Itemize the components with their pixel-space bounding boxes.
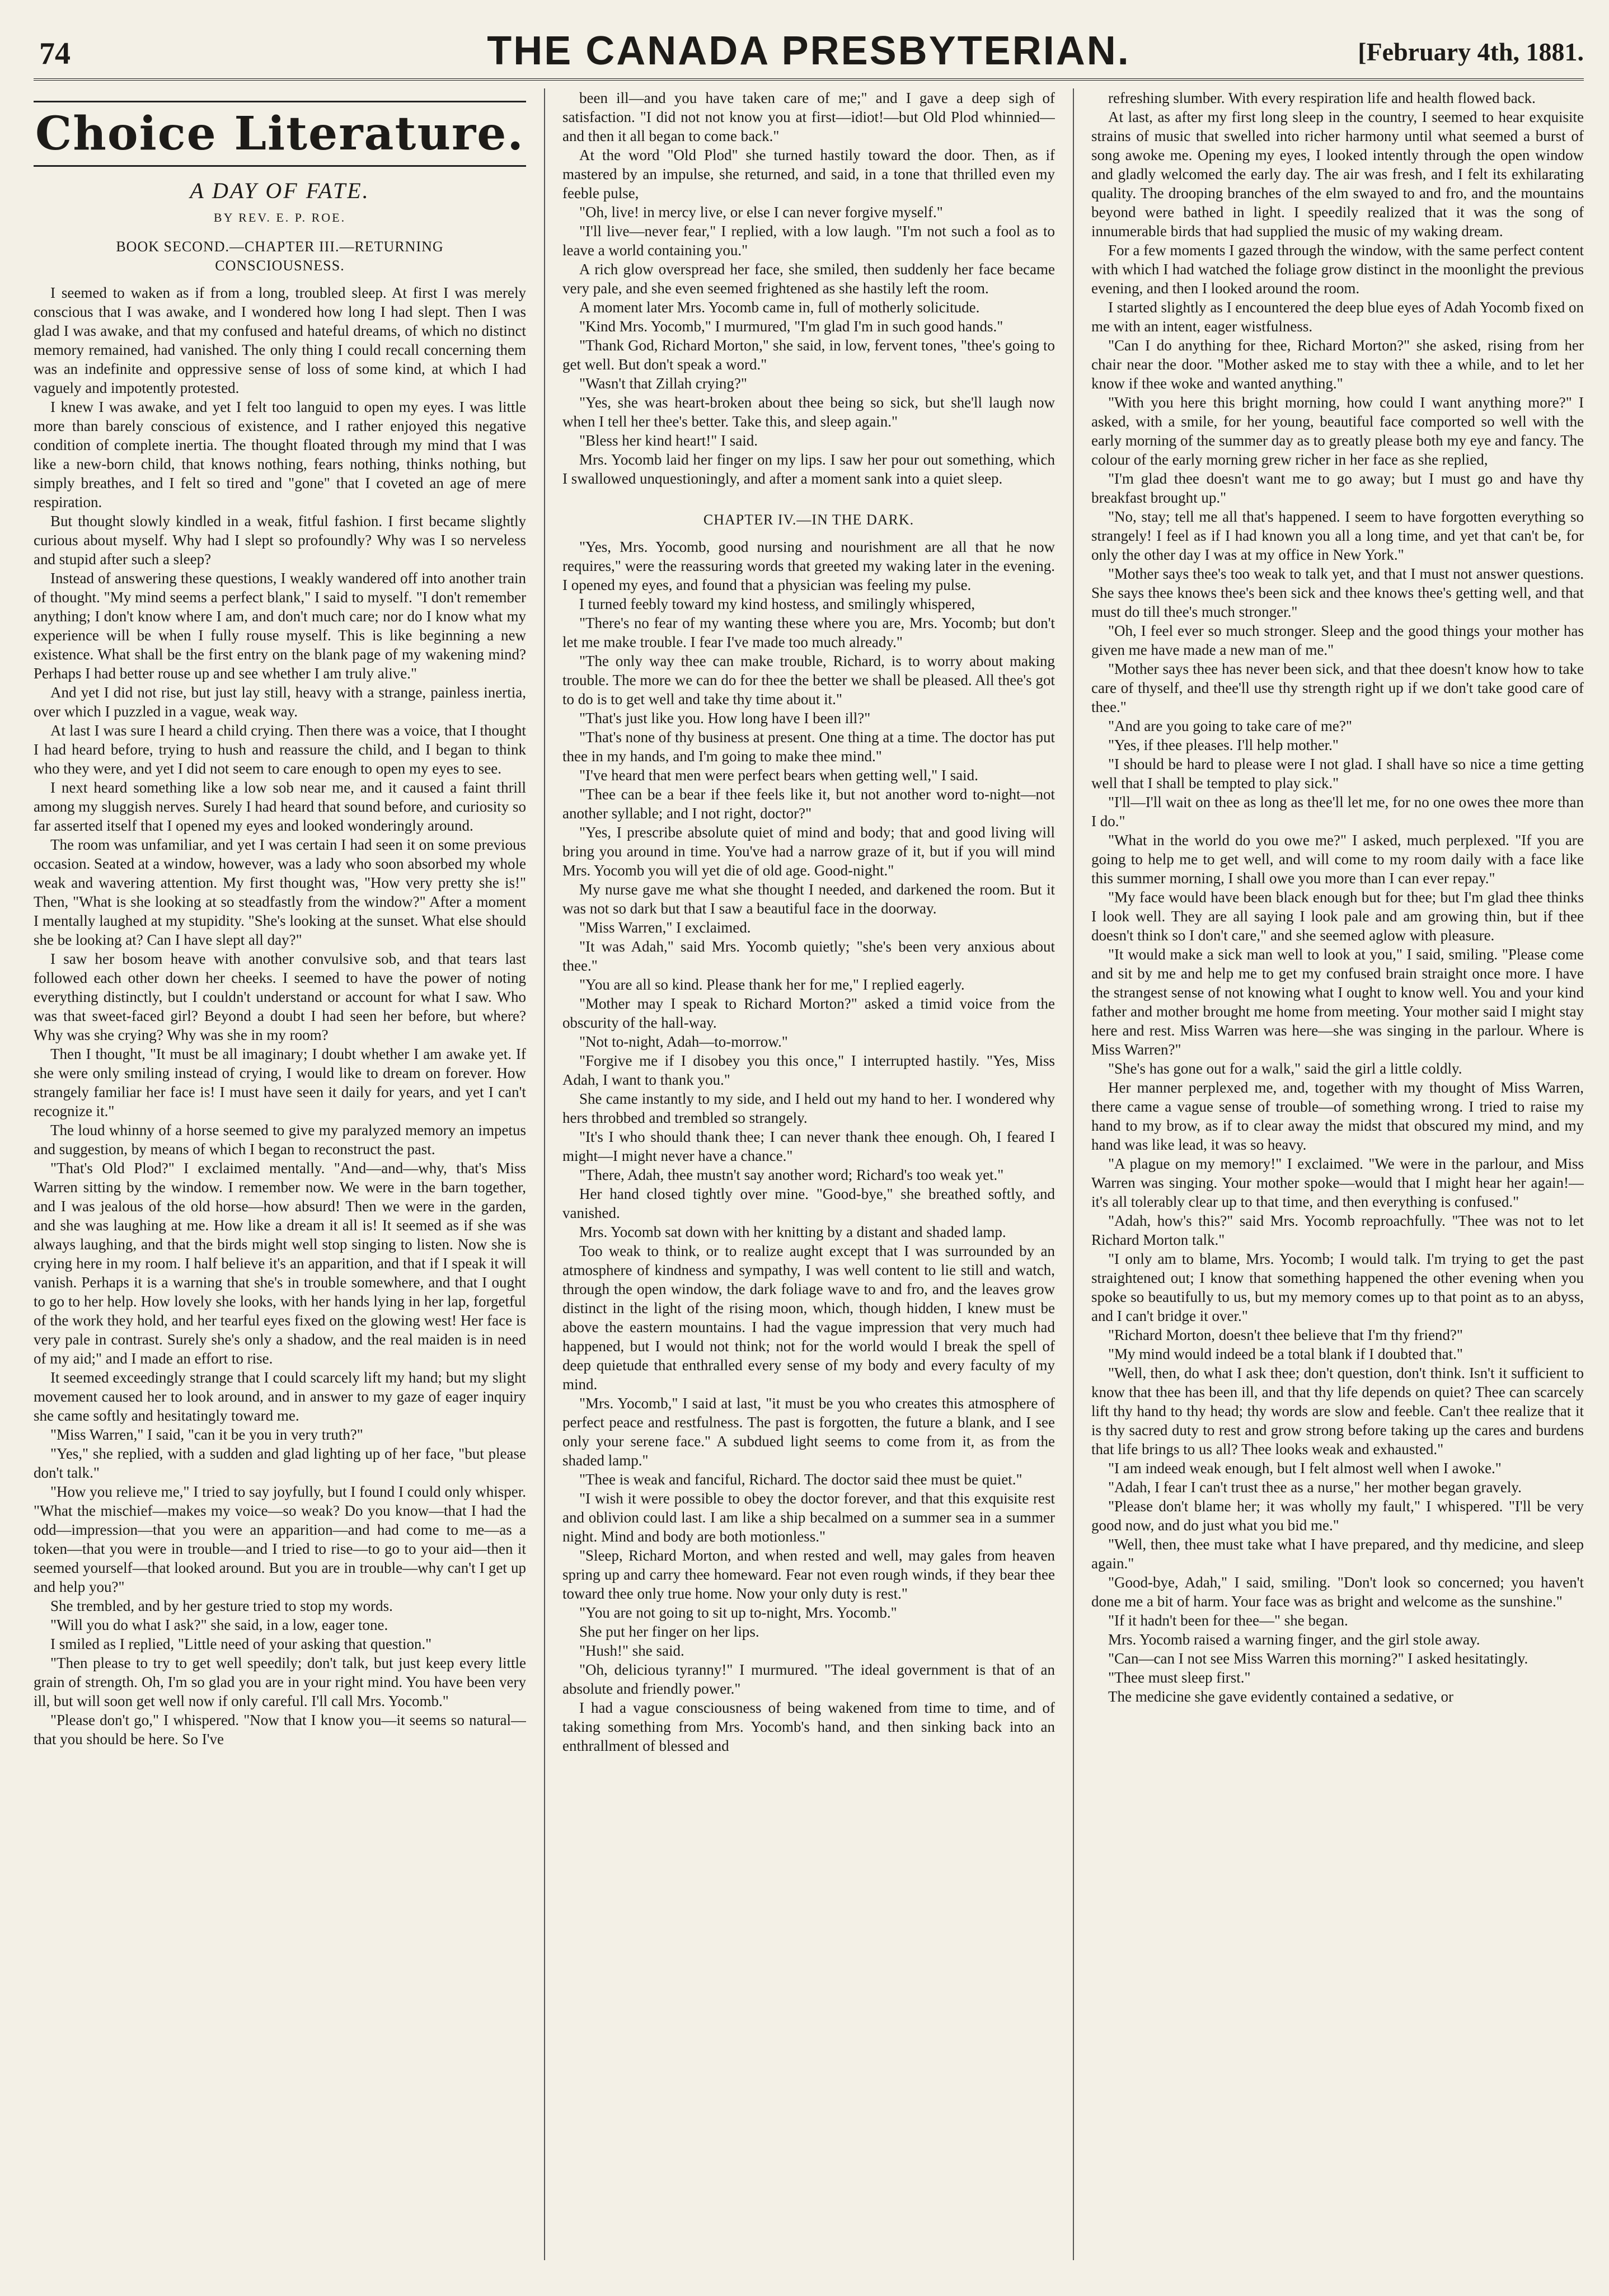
paragraph: Too weak to think, or to realize aught except that I was surrounded by an atmosphere of kindness and sympathy, I was well content to lie still and watch, through the open window, the dark foliage wave to and fro, and the leaves grow distinct in the light of the rising moon, which, though hidden, I knew must be above the eastern mountains. I had the vague impression that very much had happened, but I would not think; not for the world would I break the spell of deep quietude that enthralled every sense of my body and every faculty of my mind. bbox=[562, 1243, 1055, 1393]
newspaper-title: THE CANADA PRESBYTERIAN. bbox=[487, 29, 1130, 73]
paragraph: My nurse gave me what she thought I needed, and darkened the room. But it was not so dark but that I saw a beautiful face in the doorway. bbox=[562, 881, 1055, 917]
paragraph: "Will you do what I ask?" she said, in a low, eager tone. bbox=[50, 1616, 388, 1633]
paragraph: "Well, then, thee must take what I have prepared, and thy medicine, and sleep again." bbox=[1091, 1536, 1584, 1572]
paragraph: The room was unfamiliar, and yet I was certain I had seen it on some previous occasion. Seated at a window, however, was a lady who soon absorbed my whole weak and wavering attention. My first thought was, "How very pretty she is!" Then, "What is she looking at so steadfastly from the window?" After a moment I mentally laughed at my stupidity. "She's looking at the sunset. What else should she be looking at? Can I have slept all day?" bbox=[34, 836, 526, 948]
paragraph: A rich glow overspread her face, she smiled, then suddenly her face became very pale, and she even seemed frightened as she hastily left the room. bbox=[562, 261, 1055, 297]
column-3 bbox=[1091, 88, 1584, 2260]
paragraph: been ill—and you have taken care of me;" and I gave a deep sigh of satisfaction. "I did not not know you at first—idiot!—but Old Plod whinnied—and then it all began to come back." bbox=[562, 90, 1055, 144]
paragraph: "Can I do anything for thee, Richard Morton?" she asked, rising from her chair near the door. "Mother asked me to stay with thee a while, and to let her know if thee woke and wanted anything." bbox=[1091, 337, 1584, 392]
paragraph: At the word "Old Plod" she turned hastily toward the door. Then, as if mastered by an impulse, she returned, and said, in a tone that thrilled even my feeble pulse, bbox=[562, 147, 1055, 202]
paragraph: "I'll—I'll wait on thee as long as thee'll let me, for no one owes thee more than I do." bbox=[1091, 794, 1584, 830]
paragraph: She came instantly to my side, and I held out my hand to her. I wondered why hers throbbed and trembled so strangely. bbox=[562, 1090, 1055, 1126]
paragraph: It seemed exceedingly strange that I could scarcely lift my hand; but my slight movement caused her to look around, and in answer to my gaze of eager inquiry she came softly and hesitatingly toward me. bbox=[34, 1369, 526, 1424]
paragraph: "Adah, how's this?" said Mrs. Yocomb reproachfully. "Thee was not to let Richard Morton talk." bbox=[1091, 1212, 1584, 1248]
paragraph: She put her finger on her lips. bbox=[579, 1623, 759, 1640]
paragraph: But thought slowly kindled in a weak, fitful fashion. I first became slightly curious about myself. Why had I slept so profoundly? Why was I so nerveless and stupid after such a sleep? bbox=[34, 513, 526, 568]
paragraph: At last, as after my first long sleep in the country, I seemed to hear exquisite strains of music that swelled into richer harmony until what seemed a burst of song awoke me. Opening my eyes, I looked intently through the open window and gladly welcomed the early day. The air was fresh, and I felt its exhilarating quality. The drooping branches of the elm swayed to and fro, and the mountains beyond were bathed in light. I speedily realized that it was the song of innumerable birds that had supplied the music of my waking dream. bbox=[1091, 109, 1584, 240]
paragraph: The medicine she gave evidently contained a sedative, or bbox=[1108, 1688, 1454, 1705]
paragraph: I smiled as I replied, "Little need of your asking that question." bbox=[50, 1636, 432, 1652]
paragraph: "Yes, if thee pleases. I'll help mother." bbox=[1108, 737, 1339, 753]
column-2-body-a bbox=[562, 88, 1055, 488]
column-1 bbox=[34, 88, 526, 2260]
paragraph: "I've heard that men were perfect bears when getting well," I said. bbox=[579, 767, 978, 784]
issue-date: [February 4th, 1881. bbox=[1358, 38, 1584, 66]
paragraph: "I should be hard to please were I not glad. I shall have so nice a time getting well that I shall be tempted to play sick." bbox=[1091, 756, 1584, 791]
column-divider bbox=[1073, 88, 1074, 2260]
paragraph: "Miss Warren," I said, "can it be you in very truth?" bbox=[50, 1426, 363, 1443]
paragraph: She trembled, and by her gesture tried to stop my words. bbox=[50, 1597, 393, 1614]
paragraph: "Mother says thee has never been sick, and that thee doesn't know how to take care of thyself, and thee'll use thy strength right up if we don't take good care of thee." bbox=[1091, 660, 1584, 715]
column-2 bbox=[562, 88, 1055, 2260]
paragraph: "I'm glad thee doesn't want me to go away; but I must go and have thy breakfast brought up." bbox=[1091, 470, 1584, 506]
paragraph: "Wasn't that Zillah crying?" bbox=[579, 375, 747, 392]
paragraph: "My mind would indeed be a total blank if I doubted that." bbox=[1108, 1346, 1463, 1362]
paragraph: "No, stay; tell me all that's happened. I seem to have forgotten everything so strangely! I feel as if I had known you all a long time, and yet that can't be, for only the other day I was at my office in New York." bbox=[1091, 508, 1584, 563]
paragraph: I knew I was awake, and yet I felt too languid to open my eyes. I was little more than barely conscious of existence, and I rather enjoyed this negative condition of complete inertia. The thought floated through my mind that I was like a new-born child, that knows nothing, fears nothing, thinks nothing, but simply breathes, and I felt so tired and "gone" that I coveted an age of mere respiration. bbox=[34, 399, 526, 510]
paragraph: "Hush!" she said. bbox=[579, 1642, 684, 1659]
paragraph: I next heard something like a low sob near me, and it caused a faint thrill among my sluggish nerves. Surely I had heard that sound before, and curiosity so far asserted itself that I opened my eyes and looked wonderingly around. bbox=[34, 779, 526, 834]
paragraph: "It was Adah," said Mrs. Yocomb quietly; "she's been very anxious about thee." bbox=[562, 938, 1055, 974]
paragraph: "She's has gone out for a walk," said the girl a little coldly. bbox=[1108, 1060, 1462, 1077]
paragraph: "Yes, she was heart-broken about thee being so sick, but she'll laugh now when I tell her thee's better. Take this, and sleep again." bbox=[562, 394, 1055, 430]
page-number: 74 bbox=[39, 36, 71, 71]
paragraph: "It's I who should thank thee; I can never thank thee enough. Oh, I feared I might—I might never have a chance." bbox=[562, 1128, 1055, 1164]
chapter-heading: BOOK SECOND.—CHAPTER III.—RETURNING CONSCIOUSNESS. bbox=[116, 238, 444, 274]
paragraph: "There, Adah, thee mustn't say another word; Richard's too weak yet." bbox=[579, 1166, 1004, 1183]
paragraph: "I am indeed weak enough, but I felt almost well when I awoke." bbox=[1108, 1460, 1502, 1477]
paragraph: "Please don't go," I whispered. "Now that I know you—it seems so natural—that you should be here. So I've bbox=[34, 1712, 526, 1747]
paragraph: "That's Old Plod?" I exclaimed mentally. "And—and—why, that's Miss Warren sitting by the window. I remember now. We were in the barn together, and I was jealous of the old horse—how absurd! Then we were in the garden, and she was laughing at me. How like a dream it all is! It seemed as if she was always laughing, and that the birds might well stop singing to listen. Now she is crying here in my room. I half believe it's an apparition, and that if I speak it will vanish. Perhaps it is a warning that she's in trouble somewhere, and that I ought to go to her help. How lovely she looks, with her hands lying in her lap, forgetful of the work they hold, and her tearful eyes fixed on the glowing west! Her face is very pale in contrast. Surely she's only a shadow, and the real maiden is in need of my aid;" and I made an effort to rise. bbox=[34, 1160, 526, 1367]
section-heading: Choice Literature. bbox=[34, 101, 526, 167]
paragraph: "Adah, I fear I can't trust thee as a nurse," her mother began gravely. bbox=[1108, 1479, 1522, 1496]
paragraph: "Thee is weak and fanciful, Richard. The doctor said thee must be quiet." bbox=[579, 1471, 1022, 1488]
paragraph: "Oh, live! in mercy live, or else I can never forgive myself." bbox=[579, 204, 943, 221]
column-2-body-b bbox=[562, 537, 1055, 1755]
paragraph: "Mrs. Yocomb," I said at last, "it must be you who creates this atmosphere of perfect peace and restfulness. The past is forgotten, the future a blank, and I see only your serene face." A subdued light seems to come from it, as from the shaded lamp." bbox=[562, 1395, 1055, 1469]
paragraph: "Well, then, do what I ask thee; don't question, don't think. Isn't it sufficient to know that thee has been ill, and that thy life depends on quiet? Thee can scarcely lift thy hand to thy head; thy words are slow and feeble. Can't thee realize that it is thy sacred duty to rest and grow strong before taking up the cares and burdens that life brings to us all? Thee looks weak and exhausted." bbox=[1091, 1365, 1584, 1458]
paragraph: "Bless her kind heart!" I said. bbox=[579, 432, 758, 449]
paragraph: "Yes, I prescribe absolute quiet of mind and body; that and good living will bring you around in time. You've had a narrow graze of it, but if you will mind Mrs. Yocomb you will yet die of old age. Good-night." bbox=[562, 824, 1055, 879]
paragraph: "You are all so kind. Please thank her for me," I replied eagerly. bbox=[579, 976, 965, 993]
paragraph: "That's just like you. How long have I been ill?" bbox=[579, 710, 871, 727]
paragraph: "Yes, Mrs. Yocomb, good nursing and nourishment are all that he now requires," were the reassuring words that greeted my waking later in the evening. I opened my eyes, and found that a physician was feeling my pulse. bbox=[562, 538, 1055, 593]
paragraph: "What in the world do you owe me?" I asked, much perplexed. "If you are going to help me to get well, and will come to my room daily with a face like this summer morning, I shall owe you more than I can ever repay." bbox=[1091, 832, 1584, 887]
paragraph: "A plague on my memory!" I exclaimed. "We were in the parlour, and Miss Warren was singing. Your mother spoke—would that I might hear her again!—it's all tolerably clear up to that time, and then everything is confused." bbox=[1091, 1155, 1584, 1210]
story-title: A DAY OF FATE. bbox=[190, 178, 370, 203]
paragraph: "There's no fear of my wanting these where you are, Mrs. Yocomb; but don't let me make trouble. I fear I've made too much already." bbox=[562, 615, 1055, 650]
column-1-body bbox=[34, 283, 526, 1749]
paragraph: Instead of answering these questions, I weakly wandered off into another train of thought. "My mind seems a perfect blank," I said to myself. "I don't remember anything; I don't know where I am, and don't much care; nor do I know what my experience will be when I fully rouse myself. This is like beginning a new existence. What shall be the first entry on the blank page of my wakening mind? Perhaps I had better rouse up and see whether I am truly alive." bbox=[34, 570, 526, 682]
paragraph: Her hand closed tightly over mine. "Good-bye," she breathed softly, and vanished. bbox=[562, 1186, 1055, 1221]
paragraph: At last I was sure I heard a child crying. Then there was a voice, that I thought I had heard before, trying to hush and reassure the child, and I began to think who they were, and yet I did not seem to care enough to open my eyes to see. bbox=[34, 722, 526, 777]
paragraph: "My face would have been black enough but for thee; but I'm glad thee thinks I look well. They are all saying I look pale and am growing thin, but if thee doesn't think so I don't care," and she seemed aglow with pleasure. bbox=[1091, 889, 1584, 944]
paragraph: "Mother may I speak to Richard Morton?" asked a timid voice from the obscurity of the hall-way. bbox=[562, 995, 1055, 1031]
paragraph: "Mother says thee's too weak to talk yet, and that I must not answer questions. She says thee knows thee's been sick and thee knows thee's getting well, and that must do till thee's much stronger." bbox=[1091, 565, 1584, 620]
paragraph: I turned feebly toward my kind hostess, and smilingly whispered, bbox=[579, 596, 975, 612]
paragraph: I seemed to waken as if from a long, troubled sleep. At first I was merely conscious that I was awake, and I wondered how long I had slept. Then I was glad I was awake, and that my confused and hateful dreams, of which no distinct memory remained, had vanished. The only thing I could recall concerning them was an indefinite and oppressive sense of loss of some kind, at which I had vaguely and impotently protested. bbox=[34, 284, 526, 396]
paragraph: "Oh, delicious tyranny!" I murmured. "The ideal government is that of an absolute and friendly power." bbox=[562, 1661, 1055, 1697]
paragraph: Then I thought, "It must be all imaginary; I doubt whether I am awake yet. If she were only smiling instead of crying, I would like to dream on forever. How strangely familiar her face is! I must have seen it daily for years, and yet I can't recognize it." bbox=[34, 1046, 526, 1119]
paragraph: A moment later Mrs. Yocomb came in, full of motherly solicitude. bbox=[579, 299, 980, 316]
paragraph: And yet I did not rise, but just lay still, heavy with a strange, painless inertia, over which I puzzled in a vague, weak way. bbox=[34, 684, 526, 720]
paragraph: "You are not going to sit up to-night, Mrs. Yocomb." bbox=[579, 1604, 897, 1621]
paragraph: "Thank God, Richard Morton," she said, in low, fervent tones, "thee's going to get well. But don't speak a word." bbox=[562, 337, 1055, 373]
paragraph: "Not to-night, Adah—to-morrow." bbox=[579, 1033, 788, 1050]
paragraph: "Good-bye, Adah," I said, smiling. "Don't look so concerned; you haven't done me a bit of harm. Your face was as bright and welcome as the sunshine." bbox=[1091, 1574, 1584, 1610]
paragraph: The loud whinny of a horse seemed to give my paralyzed memory an impetus and suggestion, by means of which I began to reconstruct the past. bbox=[34, 1122, 526, 1158]
paragraph: Mrs. Yocomb sat down with her knitting by a distant and shaded lamp. bbox=[579, 1224, 1006, 1240]
paragraph: "Richard Morton, doesn't thee believe that I'm thy friend?" bbox=[1108, 1327, 1463, 1343]
paragraph: "Can—can I not see Miss Warren this morning?" I asked hesitatingly. bbox=[1108, 1650, 1528, 1667]
paragraph: refreshing slumber. With every respiration life and health flowed back. bbox=[1108, 90, 1536, 106]
chapter-heading: CHAPTER IV.—IN THE DARK. bbox=[703, 512, 914, 528]
paragraph: "Please don't blame her; it was wholly my fault," I whispered. "I'll be very good now, and do just what you bid me." bbox=[1091, 1498, 1584, 1534]
paragraph: For a few moments I gazed through the window, with the same perfect content with which I had watched the foliage grow distinct in the moonlight the previous evening, and then I looked around the room. bbox=[1091, 242, 1584, 297]
paragraph: Her manner perplexed me, and, together with my thought of Miss Warren, there came a vague sense of trouble—of something wrong. I tried to raise my hand to my brow, as if to clear away the midst that obscured my mind, and my hand was like lead, it was so heavy. bbox=[1091, 1079, 1584, 1153]
column-3-body bbox=[1091, 88, 1584, 1706]
masthead bbox=[34, 22, 1584, 81]
article-columns bbox=[34, 88, 1584, 2260]
paragraph: "Then please to try to get well speedily; don't talk, but just keep every little grain of strength. Oh, I'm so glad you are in your right mind. You have been very ill, but will soon get well now if only careful. I'll call Mrs. Yocomb." bbox=[34, 1655, 526, 1709]
paragraph: "Sleep, Richard Morton, and when rested and well, may gales from heaven spring up and carry thee homeward. Fear not even rough winds, if they bear thee toward thee only true home. Now your only duty is rest." bbox=[562, 1547, 1055, 1602]
paragraph: "I'll live—never fear," I replied, with a low laugh. "I'm not such a fool as to leave a world containing you." bbox=[562, 223, 1055, 259]
paragraph: Mrs. Yocomb laid her finger on my lips. I saw her pour out something, which I swallowed unquestioningly, and after a moment sank into a quiet sleep. bbox=[562, 451, 1055, 487]
paragraph: "The only way thee can make trouble, Richard, is to worry about making trouble. The more we can do for thee the better we shall be pleased. All thee's got to do is to get well and take thy time about it." bbox=[562, 653, 1055, 707]
paragraph: "Miss Warren," I exclaimed. bbox=[579, 919, 751, 936]
paragraph: "It would make a sick man well to look at you," I said, smiling. "Please come and sit by me and help me to get my confused brain straight once more. I have the strangest sense of not knowing what I ought to know well. You and your kind father and mother brought me home from meeting. Your mother said I might stay here and rest. Miss Warren was here—she was singing in the parlour. Where is Miss Warren?" bbox=[1091, 946, 1584, 1058]
paragraph: "Yes," she replied, with a sudden and glad lighting up of her face, "but please don't talk." bbox=[34, 1445, 526, 1481]
paragraph: "If it hadn't been for thee—" she began. bbox=[1108, 1612, 1348, 1629]
paragraph: "Kind Mrs. Yocomb," I murmured, "I'm glad I'm in such good hands." bbox=[579, 318, 1003, 335]
paragraph: I started slightly as I encountered the deep blue eyes of Adah Yocomb fixed on me with an intent, eager wistfulness. bbox=[1091, 299, 1584, 335]
paragraph: I had a vague consciousness of being wakened from time to time, and of taking something from Mrs. Yocomb's hand, and then sinking back into an enthrallment of blessed and bbox=[562, 1699, 1055, 1754]
paragraph: I saw her bosom heave with another convulsive sob, and that tears last followed each other down her cheeks. I seemed to have the power of noting everything distinctly, but I couldn't understand or account for what I saw. Who was that sweet-faced girl? Beyond a doubt I had seen her before, but where? Why was she crying? Why was she in my room? bbox=[34, 950, 526, 1043]
paragraph: "Thee can be a bear if thee feels like it, but not another word to-night—not another syllable; and I not right, doctor?" bbox=[562, 786, 1055, 822]
paragraph: "I wish it were possible to obey the doctor forever, and that this exquisite rest and oblivion could last. I am like a ship becalmed on a summer sea in a summer night. Mind and body are both motionless." bbox=[562, 1490, 1055, 1545]
paragraph: "Forgive me if I disobey you this once," I interrupted hastily. "Yes, Miss Adah, I want to thank you." bbox=[562, 1052, 1055, 1088]
paragraph: "With you here this bright morning, how could I want anything more?" I asked, with a smile, for her young, beautiful face comported so well with the early morning of the summer day as to greatly please both my eye and fancy. The colour of the early morning grew richer in her face as she replied, bbox=[1091, 394, 1584, 468]
paragraph: Mrs. Yocomb raised a warning finger, and the girl stole away. bbox=[1108, 1631, 1480, 1648]
paragraph: "How you relieve me," I tried to say joyfully, but I found I could only whisper. "What the mischief—makes my voice—so weak? Do you know—that I had the odd—impression—that you were an apparition—and had come to me—as a token—that you were in trouble—and I tried to rise—to go to your aid—then it seemed yourself—that looked around. But you are in trouble—why can't I get up and help you?" bbox=[34, 1483, 526, 1595]
paragraph: "And are you going to take care of me?" bbox=[1108, 718, 1352, 734]
paragraph: "That's none of thy business at present. One thing at a time. The doctor has put thee in my hands, and I'm going to make thee mind." bbox=[562, 729, 1055, 765]
paragraph: "Thee must sleep first." bbox=[1108, 1669, 1251, 1686]
newspaper-page bbox=[34, 22, 1584, 2272]
byline: BY REV. E. P. ROE. bbox=[213, 210, 346, 224]
column-divider bbox=[544, 88, 545, 2260]
paragraph: "I only am to blame, Mrs. Yocomb; I would talk. I'm trying to get the past straightened out; I know that something happened the other evening when you spoke so beautifully to us, but my memory comes up to that point as to an abyss, and I can't bridge it over." bbox=[1091, 1250, 1584, 1324]
paragraph: "Oh, I feel ever so much stronger. Sleep and the good things your mother has given me have made a new man of me." bbox=[1091, 622, 1584, 658]
